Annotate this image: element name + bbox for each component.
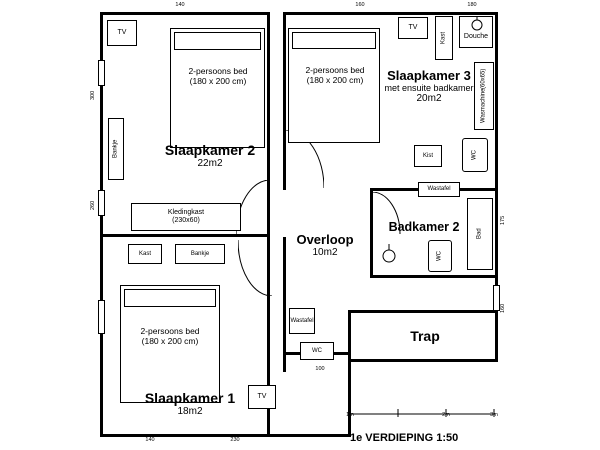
furniture-bankje-1-label: Bankje [112, 139, 119, 159]
fixture-wastafel-1 [418, 182, 460, 197]
dim-right-1-value: 175 [500, 215, 506, 225]
wasmachine-dims: (60x65) [480, 68, 487, 89]
dim-top-mid-value: 160 [355, 2, 365, 8]
slaapkamer2-name: Slaapkamer 2 [164, 142, 256, 158]
bed-bottom-label: 2-persoons bed [140, 325, 200, 336]
dim-left-lower-value: 260 [90, 200, 96, 210]
room-label-trap [390, 325, 460, 347]
wall-right-outer-upper [495, 12, 498, 190]
slaapkamer1-size: 18m2 [177, 406, 203, 417]
scale-tick-2 [436, 412, 456, 418]
furniture-stoel-1-label: Kist [422, 152, 433, 159]
wall-top-left [100, 12, 270, 15]
douche-name: Douche [463, 33, 489, 40]
slaapkamer2-size: 22m2 [197, 158, 223, 169]
wastafel-1-label: Wastafel [427, 186, 451, 193]
wall-trap-top [348, 310, 498, 313]
wall-sk1-bottom-right [267, 434, 351, 437]
dim-top-right-value: 180 [467, 2, 477, 8]
wc-2-text [428, 240, 452, 272]
door-arc-sk1 [238, 238, 274, 296]
dim-right-2-value: 160 [500, 303, 506, 313]
wall-connector-overloop [283, 352, 286, 372]
dim-top-right [452, 2, 492, 8]
plan-footer-title [350, 428, 510, 446]
dim-left-upper [88, 75, 98, 115]
dim-bottom-left [130, 437, 170, 443]
furniture-stoel-2 [289, 308, 315, 334]
window-left-1 [98, 60, 105, 86]
badkamer2-name: Badkamer 2 [388, 220, 460, 234]
dim-left-upper-value: 300 [90, 90, 96, 100]
bed-top-right-dims: (180 x 200 cm) [306, 75, 364, 85]
furniture-kledingkast [131, 203, 241, 231]
furniture-kast-2 [435, 16, 453, 60]
furniture-stoel-1 [414, 145, 442, 167]
furniture-wc-1-label: WC [471, 150, 478, 160]
furniture-tv-1 [107, 20, 137, 46]
dim-top-left-value: 140 [175, 2, 185, 8]
dim-mid-small-value: 100 [315, 366, 325, 372]
furniture-bankje-2-label: Bankje [190, 250, 210, 257]
furniture-kast-2-label: Kast [440, 32, 447, 45]
dim-top-left [160, 2, 200, 8]
kledingkast-dims: (230x60) [172, 217, 200, 224]
furniture-tv-2-label: TV [408, 23, 418, 31]
wasmachine-text [474, 62, 494, 130]
furniture-wc-2-label: WC [436, 251, 443, 261]
shower-drain-icon [381, 244, 397, 264]
plan-footer-title-text: 1e VERDIEPING 1:50 [350, 432, 459, 444]
dim-bottom-left-value: 140 [145, 437, 155, 443]
dim-bottom-right [215, 437, 255, 443]
scale-tick-3 [484, 412, 504, 418]
slaapkamer3-name: Slaapkamer 3 [387, 68, 471, 83]
douche-label [459, 33, 493, 41]
scale-tick-1-label: 1m [346, 412, 354, 418]
dim-mid-small [300, 366, 340, 372]
furniture-bed-bottom-text [100, 322, 240, 350]
furniture-bed-top-left-pillow [174, 32, 261, 50]
dim-right-1 [498, 200, 508, 240]
kledingkast-label: Kledingkast [167, 208, 205, 216]
bed-top-left-label: 2-persoons bed [188, 65, 248, 76]
overloop-size: 10m2 [312, 247, 338, 258]
slaapkamer3-size: 20m2 [416, 93, 442, 104]
room-label-slaapkamer2 [130, 142, 290, 169]
dim-right-2 [498, 288, 508, 328]
scale-tick-3-label: 3m [490, 412, 498, 418]
room-label-badkamer2 [374, 220, 474, 234]
room-label-slaapkamer3 [368, 68, 490, 104]
wall-sk1-right-lower [348, 355, 351, 437]
bed-top-right-label: 2-persoons bed [305, 64, 365, 75]
furniture-kist-1-label: WC [312, 347, 322, 354]
bad-text [467, 198, 493, 270]
window-left-2 [98, 190, 105, 216]
trap-name: Trap [410, 328, 440, 344]
douche-drain-icon [470, 17, 484, 33]
furniture-tv-1-label: TV [117, 28, 127, 36]
wc-1-text [462, 138, 488, 172]
bed-top-left-dims: (180 x 200 cm) [189, 76, 247, 86]
furniture-kast-1-label: Kast [138, 250, 151, 257]
furniture-bankje-2 [175, 244, 225, 264]
slaapkamer1-name: Slaapkamer 1 [144, 390, 236, 406]
overloop-name: Overloop [296, 232, 354, 247]
wall-top-right [283, 12, 498, 15]
room-label-slaapkamer1 [120, 390, 260, 417]
dim-bottom-right-value: 230 [230, 437, 240, 443]
wall-trap-bottom [348, 359, 498, 362]
furniture-tv-3-label: TV [257, 392, 267, 400]
furniture-tv-2 [398, 17, 428, 39]
scale-tick-1 [340, 412, 360, 418]
room-label-overloop [286, 232, 364, 258]
dim-top-mid [340, 2, 380, 8]
furniture-stoel-2-label: Wastafel [290, 317, 314, 324]
wall-badkamer-bottom [370, 275, 498, 278]
door-arc-sk2 [236, 180, 272, 238]
furniture-bed-bottom-pillow [124, 289, 216, 307]
slaapkamer3-note: met ensuite badkamer [384, 83, 474, 93]
dim-left-lower [88, 185, 98, 225]
furniture-bed-top-right-pillow [292, 32, 376, 49]
furniture-kast-1 [128, 244, 162, 264]
scale-bar [350, 408, 495, 418]
furniture-bad-label: Bad [476, 228, 483, 240]
wasmachine-label: Wasmachine [480, 88, 487, 124]
furniture-kist-1 [300, 342, 334, 360]
bed-bottom-dims: (180 x 200 cm) [141, 336, 199, 346]
scale-tick-2-label: 2m [442, 412, 450, 418]
furniture-bankje-1 [108, 118, 124, 180]
